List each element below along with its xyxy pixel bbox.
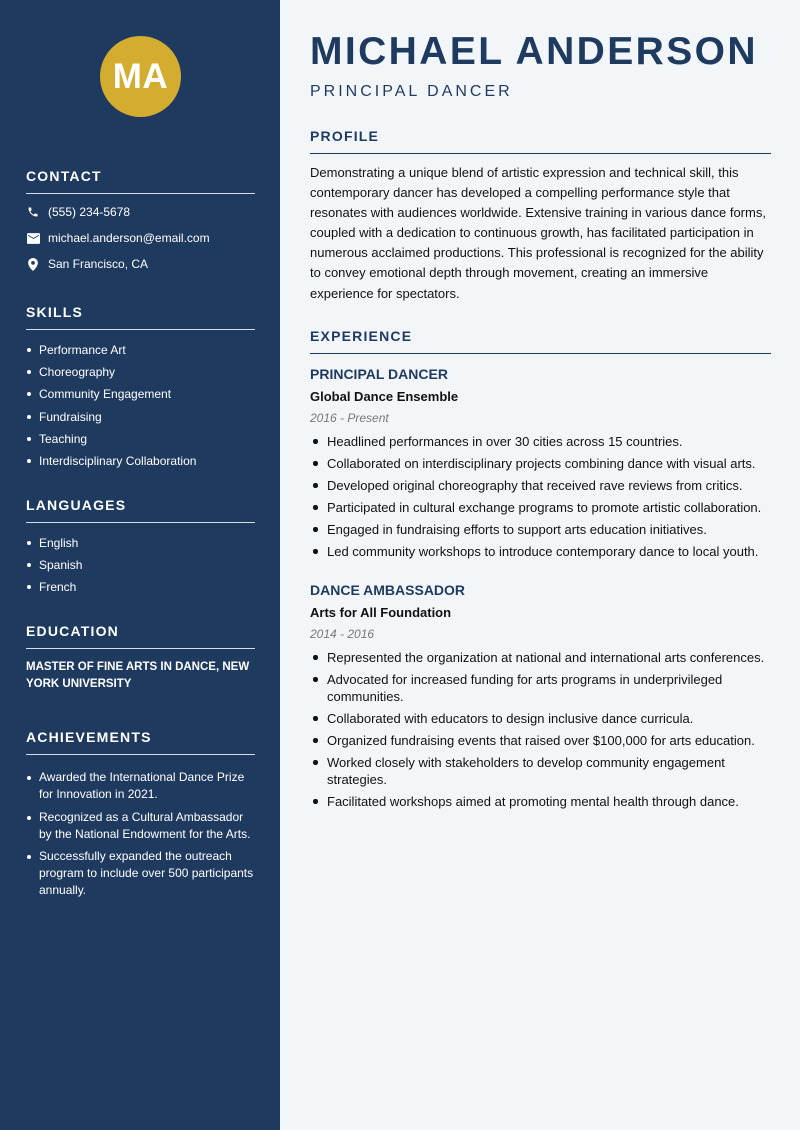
education-section bbox=[26, 623, 255, 693]
education-heading: EDUCATION bbox=[26, 623, 255, 649]
job-title: DANCE AMBASSADOR bbox=[310, 582, 466, 598]
location-pin-icon bbox=[26, 257, 40, 271]
candidate-title: PRINCIPAL DANCER bbox=[310, 83, 513, 100]
list-item: Represented the organization at national and international arts conferences. bbox=[310, 649, 771, 666]
experience-heading: EXPERIENCE bbox=[310, 328, 771, 354]
list-item: Engaged in fundraising efforts to support arts education initiatives. bbox=[310, 521, 771, 538]
profile-heading: PROFILE bbox=[310, 128, 771, 154]
sidebar bbox=[0, 0, 280, 1130]
achievements-heading: ACHIEVEMENTS bbox=[26, 729, 255, 755]
job-title: PRINCIPAL DANCER bbox=[310, 366, 448, 382]
job-organization: Global Dance Ensemble bbox=[310, 389, 459, 404]
list-item: Fundraising bbox=[26, 406, 255, 428]
skills-list bbox=[26, 339, 255, 472]
list-item: Collaborated on interdisciplinary projects combining dance with visual arts. bbox=[310, 455, 771, 472]
avatar-initials: MA bbox=[112, 56, 169, 96]
languages-heading: LANGUAGES bbox=[26, 497, 255, 523]
list-item: Recognized as a Cultural Ambassador by the National Endowment for the Arts. bbox=[26, 809, 255, 843]
email-text: michael.anderson@email.com bbox=[48, 231, 210, 245]
job-bullets bbox=[310, 433, 771, 560]
job-dates: 2014 - 2016 bbox=[310, 627, 375, 641]
list-item: Headlined performances in over 30 cities across 15 countries. bbox=[310, 433, 771, 450]
phone-icon bbox=[26, 205, 40, 219]
list-item: Successfully expanded the outreach program to include over 500 participants annually. bbox=[26, 848, 255, 899]
candidate-name: MICHAEL ANDERSON bbox=[310, 30, 758, 73]
contact-location bbox=[26, 251, 255, 277]
job-dates: 2016 - Present bbox=[310, 411, 389, 425]
list-item: Worked closely with stakeholders to develop community engagement strategies. bbox=[310, 754, 771, 788]
list-item: Advocated for increased funding for arts programs in underprivileged communities. bbox=[310, 671, 771, 705]
list-item: Community Engagement bbox=[26, 383, 255, 405]
list-item: Developed original choreography that received rave reviews from critics. bbox=[310, 477, 771, 494]
skills-section bbox=[26, 304, 255, 472]
achievements-section bbox=[26, 729, 255, 905]
list-item: Choreography bbox=[26, 361, 255, 383]
list-item: Interdisciplinary Collaboration bbox=[26, 450, 255, 472]
list-item: Organized fundraising events that raised over $100,000 for arts education. bbox=[310, 732, 771, 749]
list-item: Spanish bbox=[26, 554, 255, 576]
list-item: Awarded the International Dance Prize for Innovation in 2021. bbox=[26, 769, 255, 803]
job-bullets bbox=[310, 649, 771, 810]
avatar bbox=[100, 36, 181, 117]
contact-section bbox=[26, 168, 255, 277]
list-item: Facilitated workshops aimed at promoting mental health through dance. bbox=[310, 793, 771, 810]
list-item: Led community workshops to introduce contemporary dance to local youth. bbox=[310, 543, 771, 560]
list-item: English bbox=[26, 532, 255, 554]
contact-phone[interactable] bbox=[26, 199, 255, 225]
achievements-list bbox=[26, 769, 255, 899]
email-icon bbox=[26, 231, 40, 245]
list-item: French bbox=[26, 576, 255, 598]
list-item: Collaborated with educators to design inclusive dance curricula. bbox=[310, 710, 771, 727]
list-item: Performance Art bbox=[26, 339, 255, 361]
contact-heading: CONTACT bbox=[26, 168, 255, 194]
languages-section bbox=[26, 497, 255, 599]
job-entry bbox=[310, 364, 771, 565]
languages-list bbox=[26, 532, 255, 599]
list-item: Teaching bbox=[26, 428, 255, 450]
phone-text: (555) 234-5678 bbox=[48, 205, 131, 219]
profile-text: Demonstrating a unique blend of artistic expression and technical skill, this contemporary dancer has developed a compelling performance style that resonates with audiences worldwide. Extensive training in various dance forms, coupled with a dedication to continuous growth, has facilitated participation in numerous acclaimed productions. This professional is recognized for the ability to convey emotional depth through movement, creating an immersive experience for spectators. bbox=[310, 165, 766, 301]
job-organization: Arts for All Foundation bbox=[310, 605, 452, 620]
list-item: Participated in cultural exchange programs to promote artistic collaboration. bbox=[310, 499, 771, 516]
job-entry bbox=[310, 580, 771, 815]
skills-heading: SKILLS bbox=[26, 304, 255, 330]
contact-email[interactable] bbox=[26, 225, 255, 251]
education-entry: MASTER OF FINE ARTS IN DANCE, NEW YORK UNIVERSITY bbox=[26, 661, 250, 690]
location-text: San Francisco, CA bbox=[48, 257, 149, 271]
